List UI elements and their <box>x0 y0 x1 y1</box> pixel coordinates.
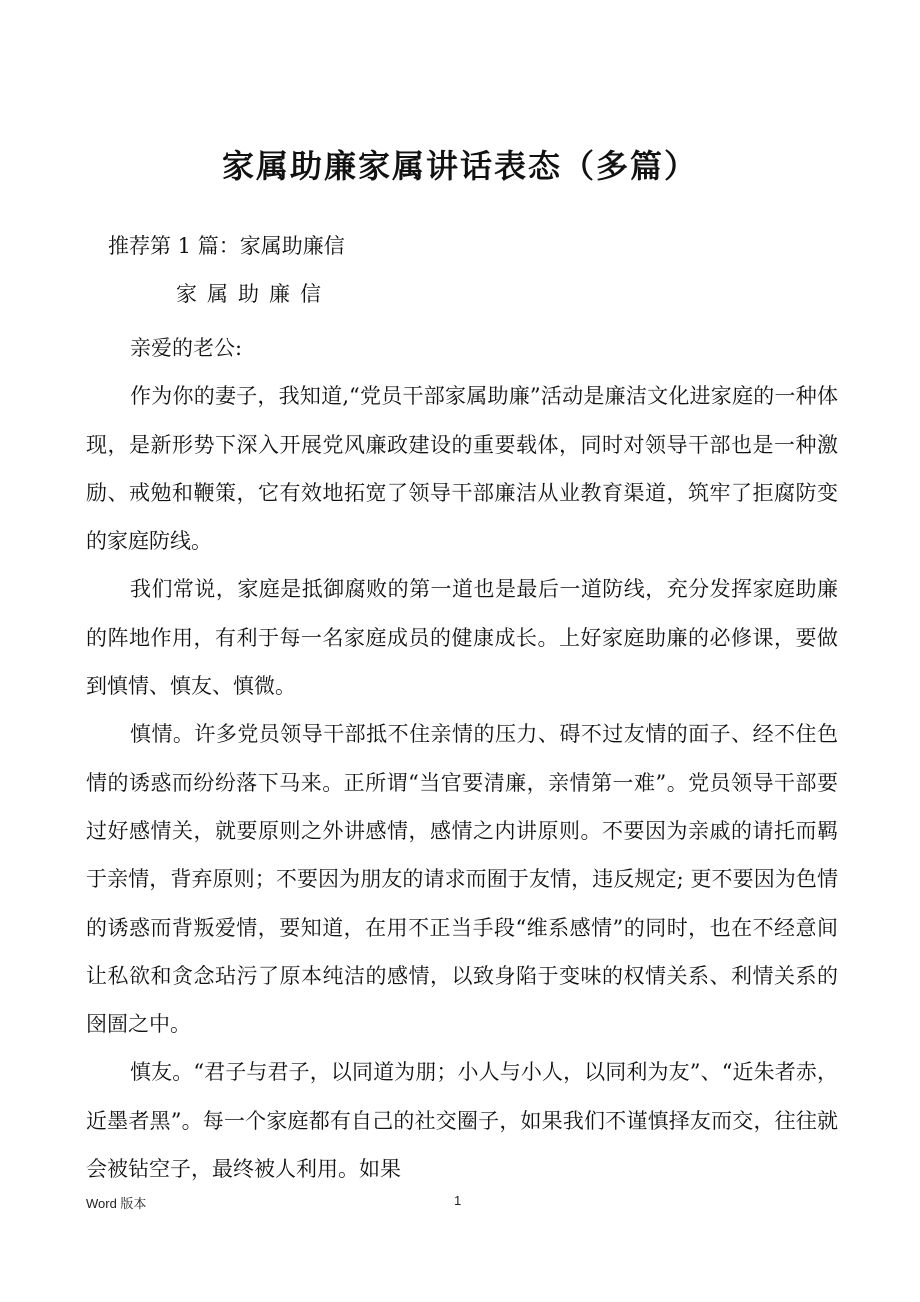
paragraph: 作为你的妻子，我知道,“党员干部家属助廉”活动是廉洁文化进家庭的一种体现，是新形势下深入开展党风廉政建设的重要载体，同时对领导干部也是一种激励、戒勉和鞭策，它有效地拓宽了领导干部廉洁从业教育渠道，筑牢了拒腐防变的家庭防线。 <box>86 384 838 554</box>
footer-page-number: 1 <box>454 1193 462 1208</box>
paragraph: 我们常说，家庭是抵御腐败的第一道也是最后一道防线，充分发挥家庭助廉的阵地作用，有利于每一名家庭成员的健康成长。上好家庭助廉的必修课，要做到慎情、慎友、慎微。 <box>86 577 838 699</box>
document-title: 家属助廉家属讲话表态（多篇） <box>221 147 698 185</box>
paragraph: 慎情。许多党员领导干部抵不住亲情的压力、碍不过友情的面子、经不住色情的诱惑而纷纷落下马来。正所谓“当官要清廉，亲情第一难”。党员领导干部要过好感情关，就要原则之外讲感情，感情之内讲原则。不要因为亲戚的请托而羁于亲情，背弃原则；不要因为朋友的请求而囿于友情，违反规定; 更不要因为色情的诱惑而背叛爱情，要知道，在用不正当手段“维系感情”的同时，也在不经意间让私欲和贪念玷污了原本纯洁的感情，以致身陷于变味的权情关系、利情关系的囹圄之中。 <box>86 722 838 1037</box>
letter-title: 家属助廉信 <box>176 282 331 306</box>
footer-version-label: Word 版本 <box>86 1196 147 1211</box>
body-text <box>86 324 838 1193</box>
salutation: 亲爱的老公: <box>130 336 243 360</box>
paragraph: 慎友。“君子与君子，以同道为朋；小人与小人，以同利为友”、“近朱者赤，近墨者黑”。每一个家庭都有自己的社交圈子，如果我们不谨慎择友而交，往往就会被钻空子，最终被人利用。如果 <box>86 1060 838 1182</box>
section-subheading: 推荐第 1 篇：家属助廉信 <box>108 234 345 258</box>
